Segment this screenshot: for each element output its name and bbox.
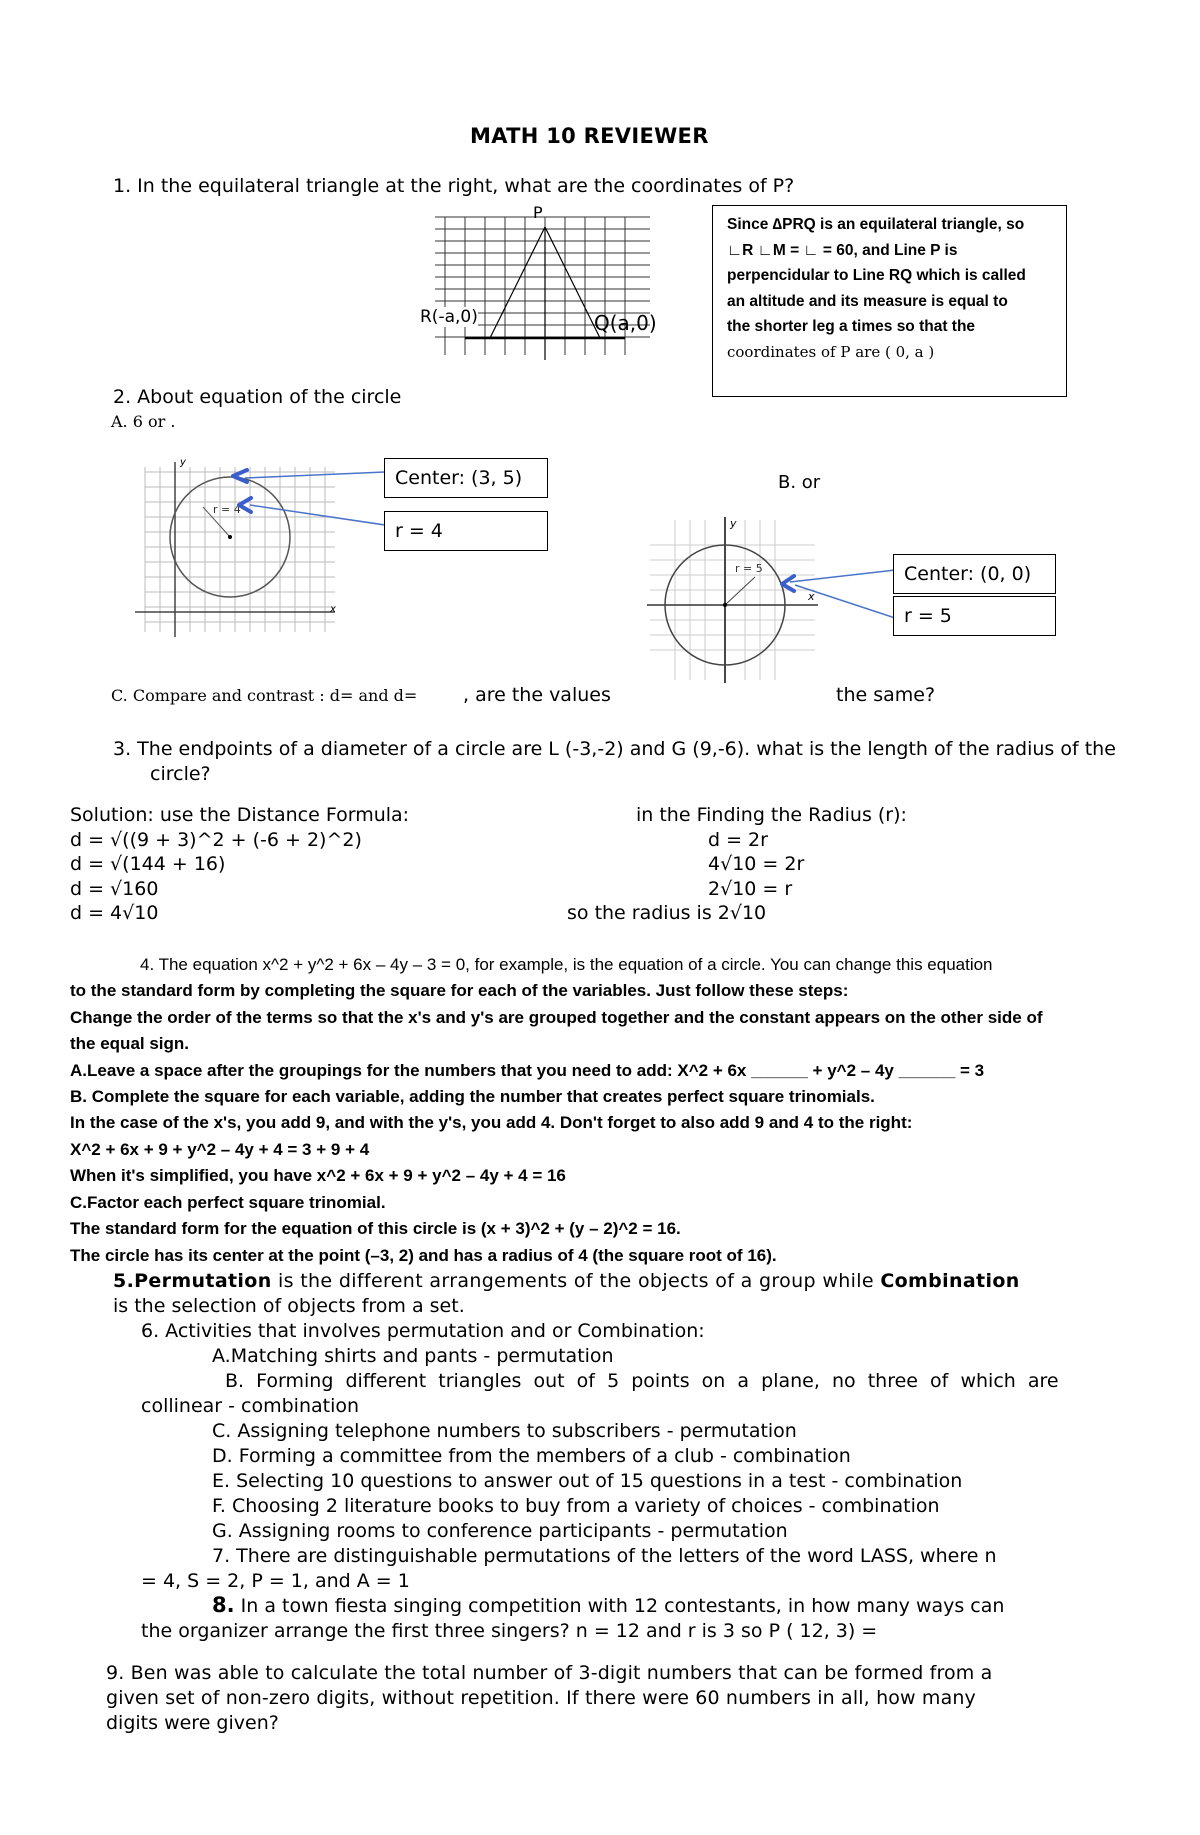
q9-line-2: given set of non-zero digits, without repetition. If there were 60 numbers in all, how many (106, 1687, 976, 1709)
q6-item-b: B. Forming different triangles out of 5 points on a plane, no three of which are (225, 1370, 1059, 1392)
q2-c-mid: , are the values (463, 684, 611, 706)
graph-a-center-box (384, 458, 548, 498)
q3-radius-heading: in the Finding the Radius (r): (636, 804, 907, 826)
graph-a-callout-arrows (225, 460, 395, 540)
q6-heading: 6. Activities that involves permutation and or Combination: (141, 1320, 705, 1342)
q2-heading: 2. About equation of the circle (113, 386, 402, 408)
callout-line-b-radius (795, 585, 895, 618)
graph-a-x-label: x (330, 604, 336, 615)
q2-b-label: B. or (778, 472, 821, 493)
arrow-head-center (233, 470, 247, 482)
q3-solution-heading: Solution: use the Distance Formula: (70, 804, 410, 826)
note-line-4: an altitude and its measure is equal to (727, 292, 1008, 310)
q4-line-1: 4. The equation x^2 + y^2 + 6x – 4y – 3 = 0, for example, is the equation of a circle. You can change this equation (140, 955, 993, 974)
graph-b-r-label: r = 5 (735, 562, 763, 575)
q6-item-b-cont: collinear - combination (141, 1395, 360, 1417)
graph-a-r-label: r = 4 (213, 503, 241, 516)
q6-item-f: F. Choosing 2 literature books to buy from a variety of choices - combination (212, 1495, 940, 1517)
q3-line-2: circle? (150, 763, 211, 785)
graph-b-radius-box (893, 596, 1056, 636)
q4-line-3: Change the order of the terms so that the x's and y's are grouped together and the constant appears on the other side of (70, 1008, 1043, 1027)
graph-b-center-box (893, 554, 1056, 594)
label-r: R(-a,0) (420, 307, 478, 327)
graph-b-center-dot (723, 603, 727, 607)
graph-b-radius (725, 577, 755, 605)
q5-combination-term: Combination (880, 1270, 1020, 1292)
q2-c-right: the same? (836, 684, 936, 706)
note-line-5: the shorter leg a times so that the (727, 318, 976, 335)
q5-permutation-term: Permutation (134, 1270, 272, 1292)
graph-a-center-text: Center: (3, 5) (395, 467, 523, 489)
q3-line-1: 3. The endpoints of a diameter of a circle are L (-3,-2) and G (9,-6). what is the length of the radius of the (113, 738, 1116, 760)
label-p: P (533, 203, 543, 222)
q3-step-2: d = √(144 + 16) (70, 853, 226, 875)
q3-step-4: d = 4√10 (70, 902, 159, 924)
graph-a-radius-text: r = 4 (395, 520, 443, 542)
note-line-6: coordinates of P are ( 0, a ) (727, 342, 935, 361)
q4-step-c: C.Factor each perfect square trinomial. (70, 1193, 386, 1212)
arrow-head-radius (239, 498, 251, 512)
callout-line-radius (250, 505, 385, 525)
q5-mid: is the different arrangements of the objects of a group while (271, 1270, 881, 1292)
q4-line-7: In the case of the x's, you add 9, and with the y's, you add 4. Don't forget to also add 9 and 4 to the right: (70, 1113, 913, 1132)
q2-a-label: A. 6 or . (111, 412, 176, 431)
q6-item-e: E. Selecting 10 questions to answer out of 15 questions in a test - combination (212, 1470, 963, 1492)
q6-item-a: A.Matching shirts and pants - permutation (212, 1345, 614, 1367)
q9-line-3: digits were given? (106, 1712, 279, 1734)
label-q: Q(a,0) (594, 311, 657, 335)
q5-num: 5. (113, 1270, 135, 1292)
callout-line-b-center (790, 570, 895, 582)
note-line-2: ∟R ∟M = ∟ = 60, and Line P is (727, 241, 958, 259)
q3-radius-step-2: 4√10 = 2r (708, 853, 805, 875)
q5-line-2: is the selection of objects from a set. (113, 1295, 465, 1317)
triangle-side-right (545, 227, 600, 338)
note-line-1: Since ∆PRQ is an equilateral triangle, so (727, 216, 1025, 233)
q4-step-a: A.Leave a space after the groupings for the numbers that you need to add: X^2 + 6x ______ + y^2 – 4y ______ = 3 (70, 1061, 985, 1080)
q4-line-2: to the standard form by completing the square for each of the variables. Just follow these steps: (70, 981, 849, 1000)
q7-line-2: = 4, S = 2, P = 1, and A = 1 (141, 1570, 410, 1592)
q3-step-1: d = √((9 + 3)^2 + (-6 + 2)^2) (70, 829, 362, 851)
q2-c-left: C. Compare and contrast : d= and d= (111, 686, 418, 705)
triangle-side-left (490, 227, 545, 338)
q4-line-11: The standard form for the equation of this circle is (x + 3)^2 + (y – 2)^2 = 16. (70, 1219, 681, 1238)
callout-line-center (245, 472, 385, 478)
q1-text: 1. In the equilateral triangle at the right, what are the coordinates of P? (113, 175, 795, 197)
q7-line-1: 7. There are distinguishable permutations of the letters of the word LASS, where n (212, 1545, 997, 1567)
q8-line-2: the organizer arrange the first three singers? n = 12 and r is 3 so P ( 12, 3) = (141, 1620, 878, 1642)
q3-step-3: d = √160 (70, 878, 159, 900)
q6-item-d: D. Forming a committee from the members of a club - combination (212, 1445, 851, 1467)
graph-a-y-label: y (180, 457, 186, 468)
q6-item-g: G. Assigning rooms to conference participants - permutation (212, 1520, 788, 1542)
q8-line-1 (212, 1593, 1004, 1617)
graph-a-radius-box (384, 511, 548, 551)
q5-line-1 (113, 1270, 1020, 1292)
graph-b-callout-arrows (770, 560, 900, 625)
q8-text: In a town fiesta singing competition with 12 contestants, in how many ways can (234, 1595, 1005, 1617)
q1-explanation-box (712, 205, 1067, 397)
q8-num: 8. (212, 1593, 235, 1617)
page-title: MATH 10 REVIEWER (470, 124, 709, 148)
q6-item-c: C. Assigning telephone numbers to subscribers - permutation (212, 1420, 797, 1442)
q4-line-12: The circle has its center at the point (–3, 2) and has a radius of 4 (the square root of 16). (70, 1246, 777, 1265)
graph-b-center-text: Center: (0, 0) (904, 563, 1032, 585)
graph-b-y-label: y (730, 517, 737, 530)
q4-step-b: B. Complete the square for each variable, adding the number that creates perfect square trinomials. (70, 1087, 875, 1106)
q4-line-9: When it's simplified, you have x^2 + 6x + 9 + y^2 – 4y + 4 = 16 (70, 1166, 566, 1185)
q4-line-8: X^2 + 6x + 9 + y^2 – 4y + 4 = 3 + 9 + 4 (70, 1140, 370, 1159)
q3-radius-step-1: d = 2r (708, 829, 768, 851)
graph-b-x-label: x (808, 590, 815, 603)
triangle-graph (405, 205, 665, 365)
q3-radius-answer: so the radius is 2√10 (567, 902, 767, 924)
arrow-head-b (782, 576, 794, 591)
q9-line-1: 9. Ben was able to calculate the total number of 3-digit numbers that can be formed from a (106, 1662, 993, 1684)
graph-b-radius-text: r = 5 (904, 605, 952, 627)
note-line-3: perpencidular to Line RQ which is called (727, 267, 1026, 284)
q4-line-4: the equal sign. (70, 1034, 190, 1053)
q3-radius-step-3: 2√10 = r (708, 878, 793, 900)
